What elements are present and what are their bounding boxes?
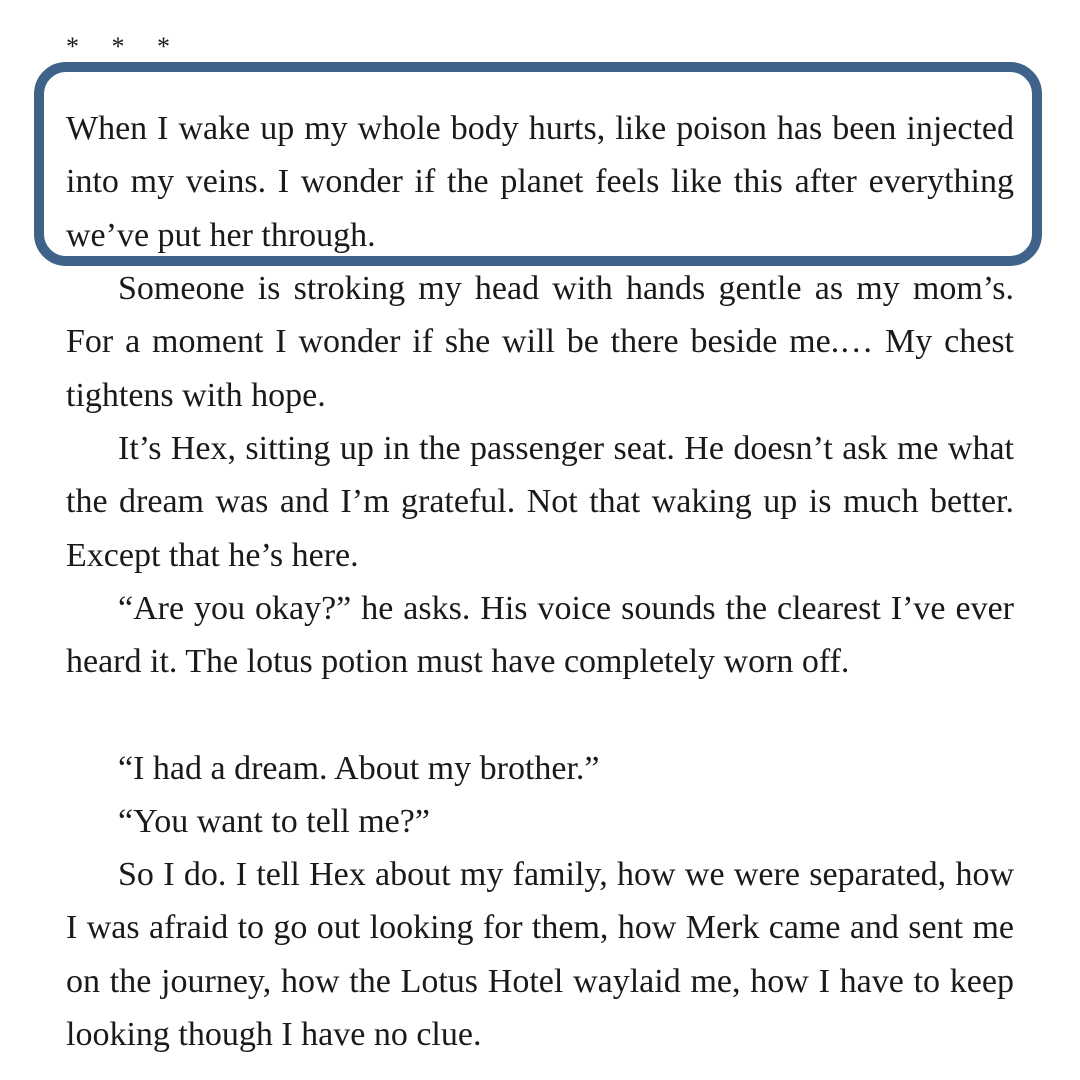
paragraph: Someone is stroking my head with hands gentle as my mom’s. For a moment I wonder if she will be there beside me.… My chest tightens with hope. bbox=[66, 270, 1014, 414]
paragraph: “Are you okay?” he asks. His voice sounds the clearest I’ve ever heard it. The lotus potion must have completely worn off. bbox=[66, 590, 1014, 681]
paragraph: “You want to tell me?” bbox=[118, 803, 430, 840]
scene-break: * * * bbox=[66, 32, 178, 61]
paragraph: “I had a dream. About my brother.” bbox=[118, 750, 600, 787]
book-page bbox=[66, 0, 1014, 1080]
paragraph: It’s Hex, sitting up in the passenger seat. He doesn’t ask me what the dream was and I’m grateful. Not that waking up is much better. Except that he’s here. bbox=[66, 430, 1014, 574]
highlighted-paragraph[interactable]: When I wake up my whole body hurts, like poison has been injected into my veins. I wonder if the planet feels like this after everything we’ve put her through. bbox=[66, 110, 1014, 254]
paragraph: So I do. I tell Hex about my family, how we were separated, how I was afraid to go out looking for them, how Merk came and sent me on the journey, how the Lotus Hotel waylaid me, how I have to keep looking though I have no clue. bbox=[66, 856, 1014, 1053]
